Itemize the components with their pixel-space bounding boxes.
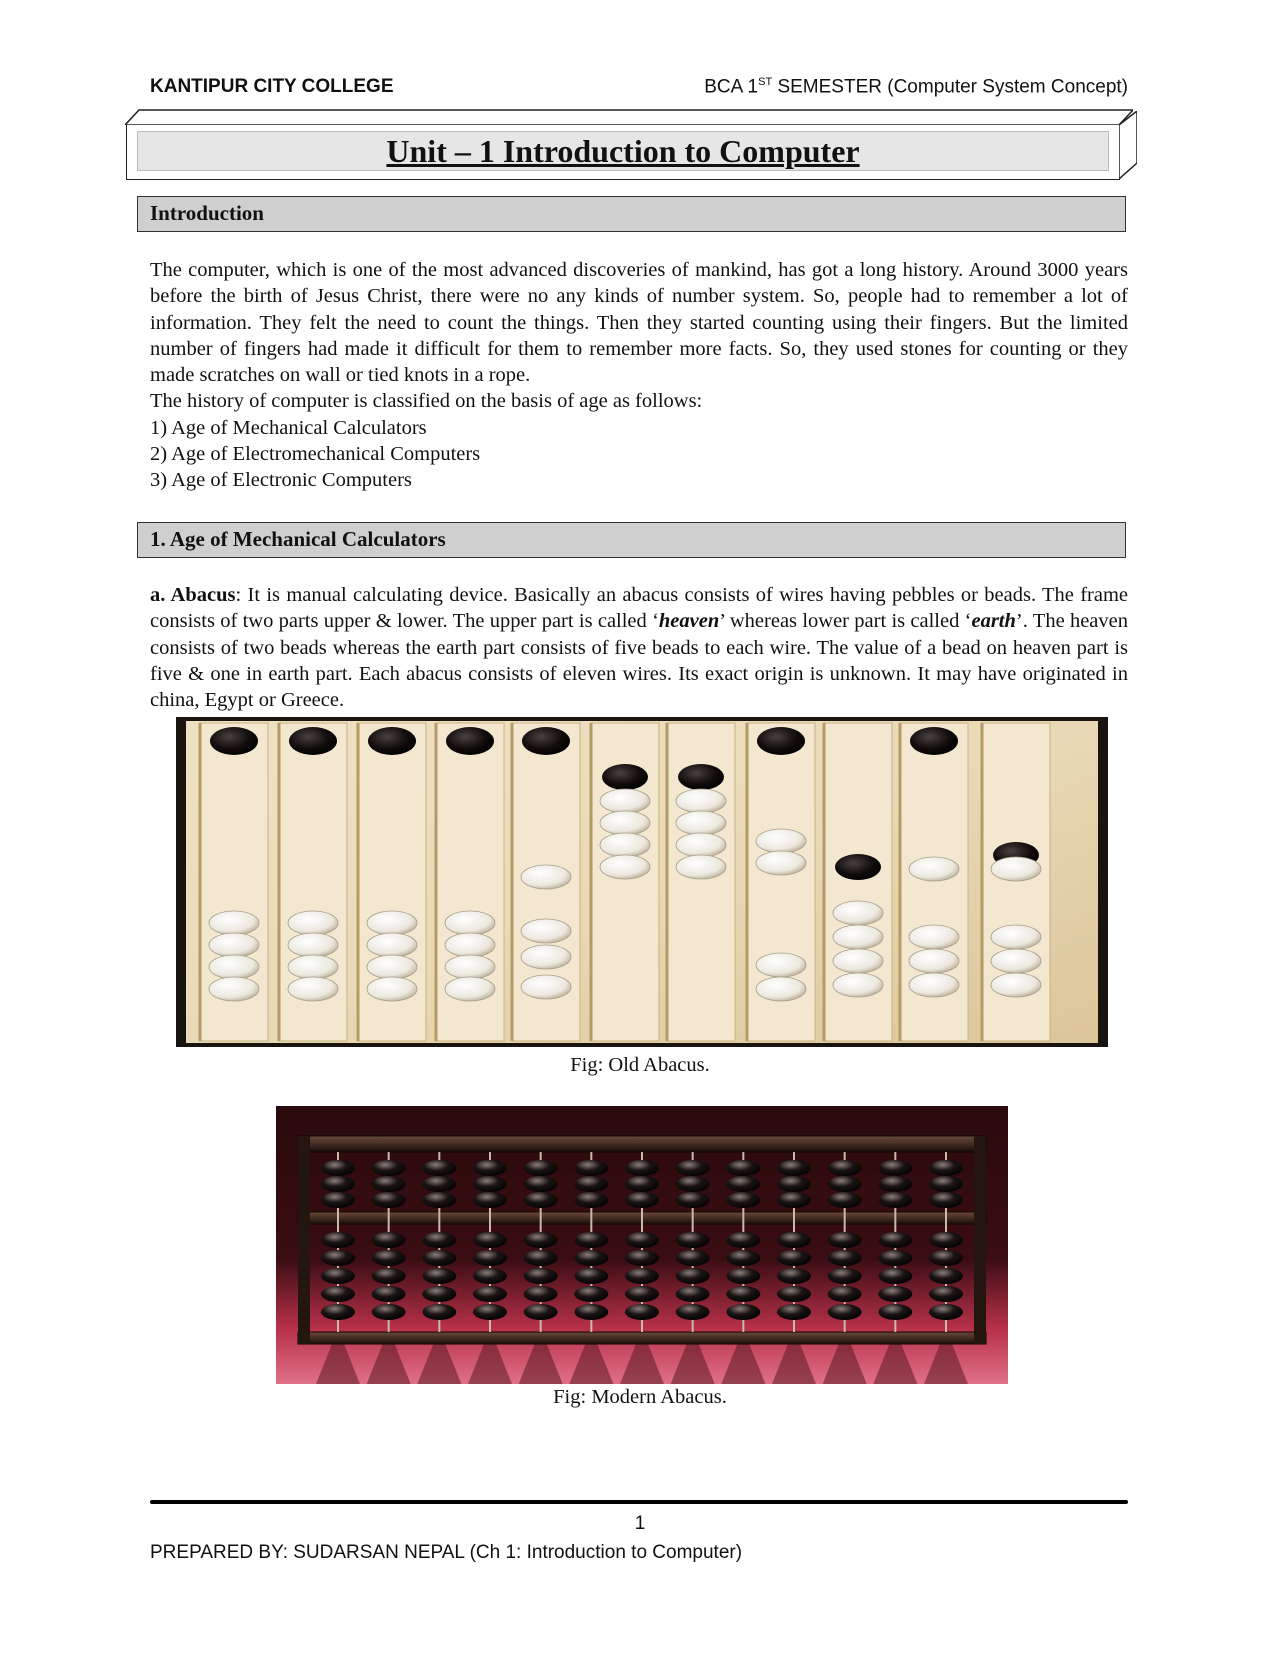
- white-bead: [600, 855, 650, 879]
- abacus-bead: [372, 1232, 406, 1248]
- white-bead: [521, 975, 571, 999]
- white-bead: [209, 933, 259, 957]
- abacus-bead: [625, 1192, 659, 1208]
- white-bead: [833, 901, 883, 925]
- white-bead: [521, 865, 571, 889]
- abacus-bead: [828, 1160, 862, 1176]
- abacus-bead: [625, 1304, 659, 1320]
- abacus-bead: [828, 1250, 862, 1266]
- abacus-bead: [777, 1192, 811, 1208]
- white-bead: [991, 925, 1041, 949]
- white-bead: [367, 955, 417, 979]
- abacus-bead: [676, 1232, 710, 1248]
- abacus-bead: [321, 1286, 355, 1302]
- abacus-bead: [676, 1160, 710, 1176]
- abacus-bead: [473, 1268, 507, 1284]
- abacus-bead: [929, 1232, 963, 1248]
- abacus-bead: [372, 1160, 406, 1176]
- abacus-bead: [321, 1192, 355, 1208]
- abacus-label: a. Abacus: [150, 584, 236, 606]
- black-bead: [678, 764, 724, 790]
- abacus-bead: [878, 1268, 912, 1284]
- abacus-bead: [524, 1268, 558, 1284]
- abacus-bead: [574, 1250, 608, 1266]
- abacus-bead: [828, 1286, 862, 1302]
- white-bead: [909, 949, 959, 973]
- abacus-bead: [321, 1268, 355, 1284]
- black-bead: [602, 764, 648, 790]
- abacus-bead: [929, 1304, 963, 1320]
- black-bead: [446, 727, 494, 755]
- abacus-bead: [574, 1232, 608, 1248]
- abacus-bead: [574, 1176, 608, 1192]
- abacus-bead: [473, 1192, 507, 1208]
- white-bead: [367, 911, 417, 935]
- white-bead: [445, 977, 495, 1001]
- abacus-bead: [676, 1176, 710, 1192]
- white-bead: [600, 789, 650, 813]
- abacus-bead: [574, 1160, 608, 1176]
- white-bead: [756, 977, 806, 1001]
- abacus-bead: [321, 1250, 355, 1266]
- abacus-bead: [726, 1232, 760, 1248]
- abacus-bead: [574, 1304, 608, 1320]
- abacus-bead: [777, 1176, 811, 1192]
- abacus-bead: [625, 1176, 659, 1192]
- abacus-bead: [524, 1192, 558, 1208]
- white-bead: [445, 933, 495, 957]
- white-bead: [909, 973, 959, 997]
- age-list-item: 2) Age of Electromechanical Computers: [150, 443, 481, 466]
- old-abacus-illustration: [176, 717, 1108, 1047]
- white-bead: [209, 911, 259, 935]
- abacus-bead: [473, 1176, 507, 1192]
- white-bead: [676, 833, 726, 857]
- abacus-bead: [777, 1232, 811, 1248]
- title-box-side-face: [1119, 111, 1137, 179]
- abacus-bead: [878, 1176, 912, 1192]
- age-list-item: 1) Age of Mechanical Calculators: [150, 416, 427, 439]
- white-bead: [676, 855, 726, 879]
- page-number: 1: [634, 1513, 646, 1534]
- white-bead: [445, 955, 495, 979]
- abacus-bead: [625, 1268, 659, 1284]
- college-name: KANTIPUR CITY COLLEGE: [150, 76, 394, 97]
- white-bead: [521, 919, 571, 943]
- white-bead: [521, 945, 571, 969]
- white-bead: [909, 925, 959, 949]
- title-box-top-face: [125, 109, 1133, 125]
- abacus-bead: [676, 1250, 710, 1266]
- white-bead: [288, 933, 338, 957]
- abacus-bead: [473, 1160, 507, 1176]
- white-bead: [600, 833, 650, 857]
- abacus-bead: [625, 1232, 659, 1248]
- abacus-bead: [473, 1286, 507, 1302]
- white-bead: [676, 811, 726, 835]
- abacus-bead: [372, 1250, 406, 1266]
- abacus-bead: [422, 1286, 456, 1302]
- white-bead: [445, 911, 495, 935]
- black-bead: [210, 727, 258, 755]
- white-bead: [367, 933, 417, 957]
- abacus-bead: [726, 1250, 760, 1266]
- white-bead: [288, 977, 338, 1001]
- abacus-bead: [473, 1250, 507, 1266]
- abacus-bead: [929, 1160, 963, 1176]
- section-heading-mechanical: 1. Age of Mechanical Calculators: [137, 522, 1126, 558]
- abacus-bead: [372, 1192, 406, 1208]
- age-list-item: 3) Age of Electronic Computers: [150, 469, 412, 492]
- abacus-bead: [929, 1192, 963, 1208]
- abacus-bead: [929, 1286, 963, 1302]
- abacus-bead: [676, 1268, 710, 1284]
- black-bead: [910, 727, 958, 755]
- abacus-bead: [574, 1286, 608, 1302]
- earth-term: earth: [971, 610, 1016, 633]
- white-bead: [833, 925, 883, 949]
- abacus-bead: [422, 1250, 456, 1266]
- page-title: Unit – 1 Introduction to Computer: [386, 132, 860, 169]
- abacus-bead: [473, 1232, 507, 1248]
- black-bead: [289, 727, 337, 755]
- black-bead: [757, 727, 805, 755]
- abacus-bead: [625, 1286, 659, 1302]
- old-abacus-caption: Fig: Old Abacus.: [570, 1054, 710, 1076]
- white-bead: [991, 949, 1041, 973]
- white-bead: [756, 953, 806, 977]
- abacus-bead: [878, 1232, 912, 1248]
- footer-divider: [150, 1500, 1128, 1504]
- abacus-bead: [372, 1286, 406, 1302]
- abacus-bead: [372, 1304, 406, 1320]
- course-info: BCA 1ST SEMESTER (Computer System Concept): [704, 76, 1128, 98]
- white-bead: [209, 977, 259, 1001]
- white-bead: [991, 857, 1041, 881]
- abacus-bead: [828, 1232, 862, 1248]
- abacus-bead: [828, 1268, 862, 1284]
- abacus-bead: [524, 1176, 558, 1192]
- abacus-bead: [321, 1160, 355, 1176]
- white-bead: [756, 851, 806, 875]
- abacus-bead: [321, 1176, 355, 1192]
- white-bead: [756, 829, 806, 853]
- abacus-bead: [777, 1250, 811, 1266]
- page-header: [150, 76, 1128, 104]
- white-bead: [991, 973, 1041, 997]
- abacus-bead: [726, 1192, 760, 1208]
- abacus-bead: [777, 1304, 811, 1320]
- abacus-bead: [828, 1304, 862, 1320]
- heaven-term: heaven: [658, 610, 720, 633]
- history-intro-line: The history of computer is classified on the basis of age as follows:: [150, 390, 703, 413]
- abacus-bead: [878, 1304, 912, 1320]
- abacus-bead: [878, 1286, 912, 1302]
- white-bead: [833, 973, 883, 997]
- abacus-bead: [372, 1268, 406, 1284]
- black-bead: [522, 727, 570, 755]
- abacus-bead: [726, 1268, 760, 1284]
- abacus-bead: [676, 1286, 710, 1302]
- modern-abacus-illustration: [276, 1106, 1008, 1384]
- unit-title-box: [126, 124, 1120, 180]
- abacus-bead: [828, 1176, 862, 1192]
- white-bead: [288, 955, 338, 979]
- abacus-bead: [473, 1304, 507, 1320]
- abacus-bead: [321, 1304, 355, 1320]
- footer-prepared-by: PREPARED BY: SUDARSAN NEPAL (Ch 1: Introduction to Computer): [150, 1542, 743, 1563]
- abacus-bead: [828, 1192, 862, 1208]
- black-bead: [835, 854, 881, 880]
- white-bead: [367, 977, 417, 1001]
- abacus-bead: [321, 1232, 355, 1248]
- abacus-bead: [726, 1160, 760, 1176]
- abacus-bead: [777, 1286, 811, 1302]
- modern-abacus-image: [276, 1106, 1008, 1384]
- abacus-bead: [625, 1250, 659, 1266]
- abacus-bead: [574, 1192, 608, 1208]
- modern-abacus-caption: Fig: Modern Abacus.: [553, 1386, 727, 1408]
- abacus-bead: [422, 1304, 456, 1320]
- abacus-bead: [524, 1232, 558, 1248]
- abacus-bead: [726, 1304, 760, 1320]
- abacus-bead: [777, 1268, 811, 1284]
- abacus-bead: [422, 1192, 456, 1208]
- abacus-bead: [524, 1304, 558, 1320]
- abacus-bead: [422, 1160, 456, 1176]
- white-bead: [909, 857, 959, 881]
- abacus-text: [150, 582, 1128, 713]
- white-bead: [209, 955, 259, 979]
- abacus-bead: [676, 1192, 710, 1208]
- abacus-bead: [929, 1268, 963, 1284]
- abacus-bead: [422, 1176, 456, 1192]
- abacus-bead: [372, 1176, 406, 1192]
- white-bead: [288, 911, 338, 935]
- white-bead: [833, 949, 883, 973]
- unit-title-inner: [137, 131, 1109, 171]
- black-bead: [368, 727, 416, 755]
- abacus-bead: [929, 1250, 963, 1266]
- introduction-text: [150, 257, 1128, 494]
- abacus-bead: [878, 1192, 912, 1208]
- abacus-bead: [422, 1232, 456, 1248]
- abacus-bead: [524, 1286, 558, 1302]
- abacus-bead: [878, 1250, 912, 1266]
- white-bead: [676, 789, 726, 813]
- abacus-bead: [726, 1286, 760, 1302]
- abacus-bead: [625, 1160, 659, 1176]
- old-abacus-image: [176, 717, 1108, 1047]
- abacus-bead: [422, 1268, 456, 1284]
- abacus-bead: [929, 1176, 963, 1192]
- abacus-bead: [676, 1304, 710, 1320]
- abacus-bead: [524, 1160, 558, 1176]
- abacus-bead: [524, 1250, 558, 1266]
- intro-paragraph: The computer, which is one of the most advanced discoveries of mankind, has got a long history. Around 3000 years before the birth of Jesus Christ, there were no any kinds of number system. So, people had to remember a lot of information. They felt the need to count the things. Then they started counting using their fingers. But the limited number of fingers had made it difficult for them to remember more facts. So, they used stones for counting or they made scratches on wall or tied knots in a rope.: [150, 259, 1128, 387]
- abacus-bead: [777, 1160, 811, 1176]
- section-heading-introduction: Introduction: [137, 196, 1126, 232]
- white-bead: [600, 811, 650, 835]
- abacus-bead: [574, 1268, 608, 1284]
- abacus-bead: [878, 1160, 912, 1176]
- abacus-paragraph: a. Abacus: It is manual calculating device. Basically an abacus consists of wires having pebbles or beads. The frame consists of two parts upper & lower. The upper part is called ‘heaven’ whereas lower part is called ‘earth’. The heaven consists of two beads whereas the earth part consists of five beads to each wire. The value of a bead on heaven part is five & one in earth part. Each abacus consists of eleven wires. Its exact origin is unknown. It may have originated in china, Egypt or Greece.: [150, 584, 1129, 712]
- abacus-bead: [726, 1176, 760, 1192]
